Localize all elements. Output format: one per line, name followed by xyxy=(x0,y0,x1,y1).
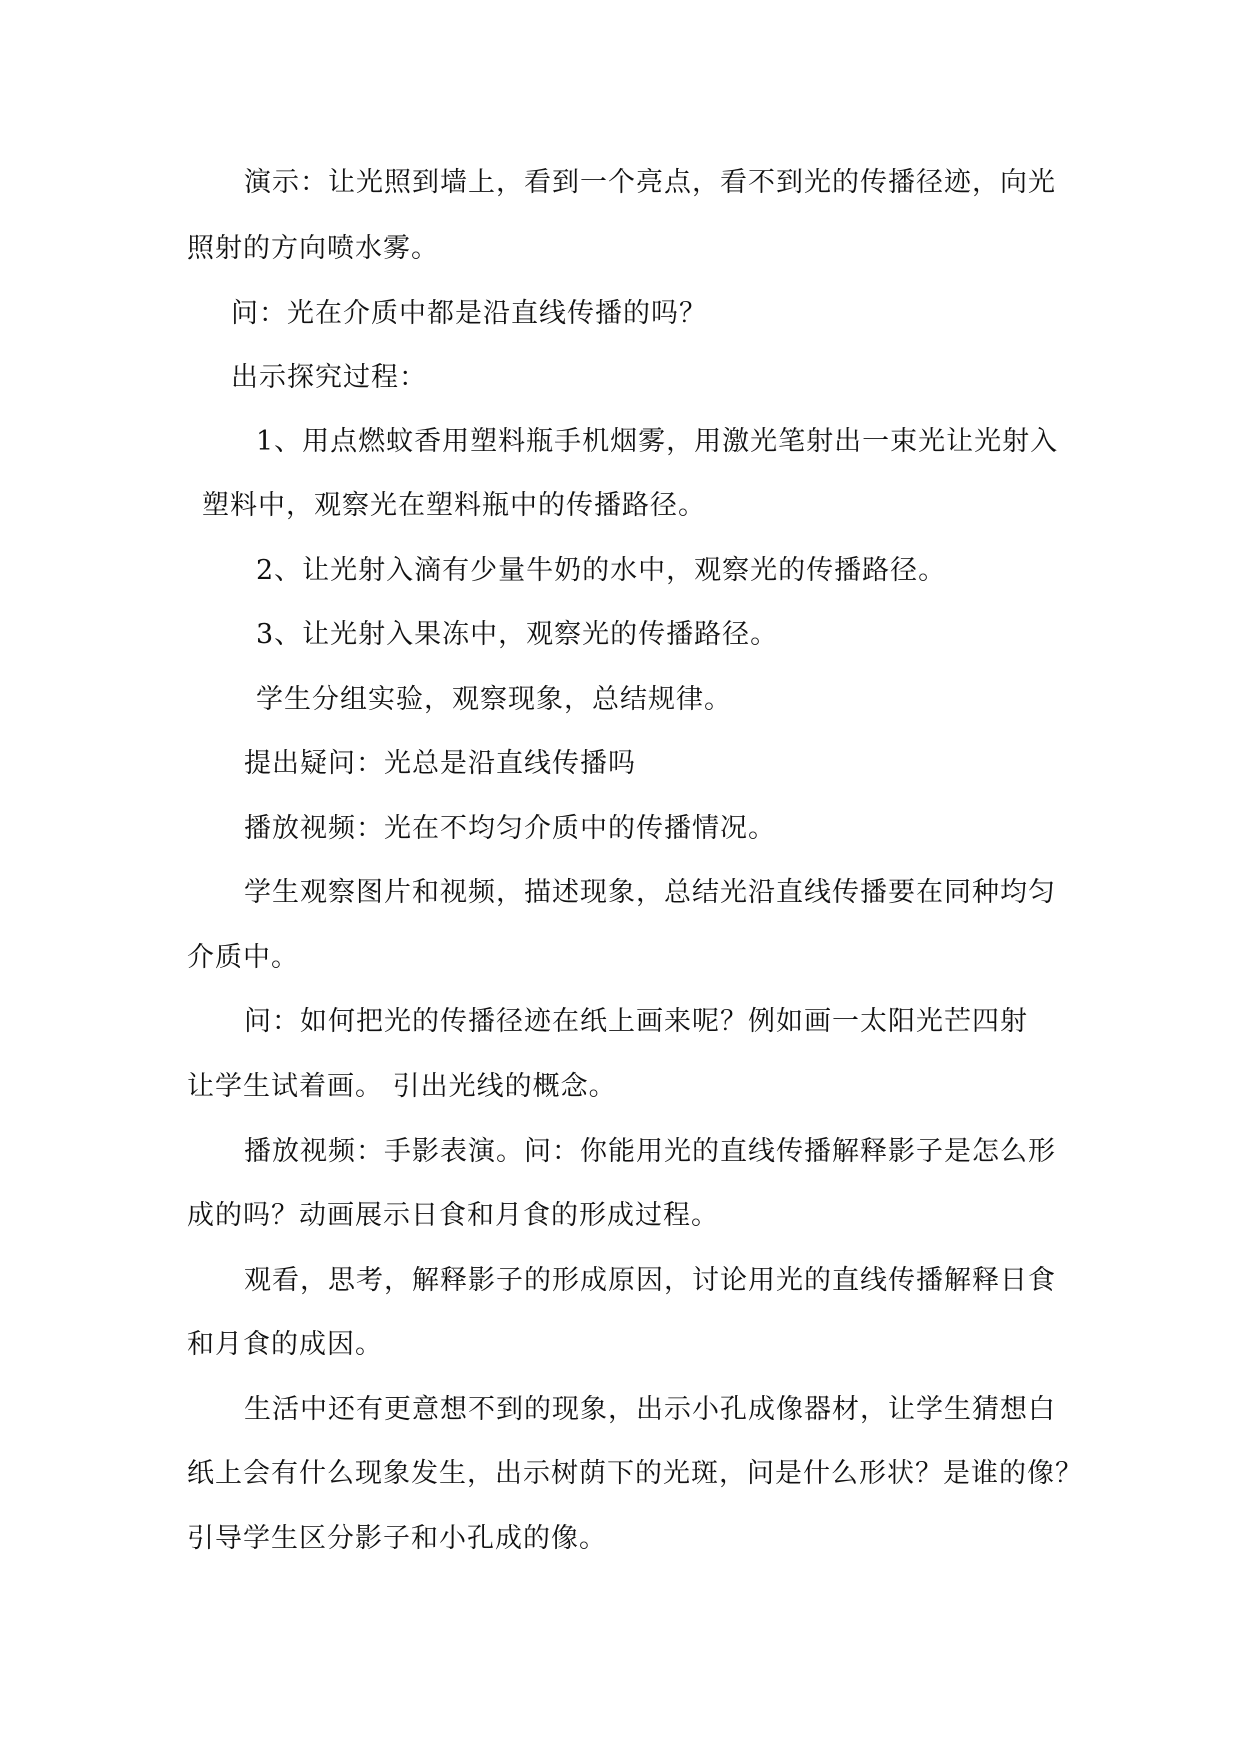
paragraph-line: 学生分组实验，观察现象，总结规律。 xyxy=(256,684,732,715)
paragraph-line: 播放视频：手影表演。问：你能用光的直线传播解释影子是怎么形 xyxy=(244,1136,1056,1167)
paragraph-line: 让学生试着画。 引出光线的概念。 xyxy=(187,1071,617,1102)
paragraph-line: 演示：让光照到墙上，看到一个亮点，看不到光的传播径迹，向光 xyxy=(244,167,1056,198)
paragraph-line: 成的吗？动画展示日食和月食的形成过程。 xyxy=(187,1200,719,1231)
paragraph-line: 纸上会有什么现象发生，出示树荫下的光斑，问是什么形状？是谁的像？ xyxy=(187,1458,1083,1489)
paragraph-line: 问：如何把光的传播径迹在纸上画来呢？例如画一太阳光芒四射 xyxy=(244,1006,1028,1037)
paragraph-line: 学生观察图片和视频，描述现象，总结光沿直线传播要在同种均匀 xyxy=(244,877,1056,908)
paragraph-line: 介质中。 xyxy=(187,942,299,973)
paragraph-line: 塑料中，观察光在塑料瓶中的传播路径。 xyxy=(202,490,706,521)
paragraph-line: 引导学生区分影子和小孔成的像。 xyxy=(187,1523,607,1554)
paragraph-line: 提出疑问：光总是沿直线传播吗 xyxy=(244,748,636,779)
paragraph-line: 观看，思考，解释影子的形成原因，讨论用光的直线传播解释日食 xyxy=(244,1265,1056,1296)
paragraph-line: 出示探究过程： xyxy=(231,362,427,393)
paragraph-line: 生活中还有更意想不到的现象，出示小孔成像器材，让学生猜想白 xyxy=(244,1394,1056,1425)
paragraph-line: 播放视频：光在不均匀介质中的传播情况。 xyxy=(244,813,776,844)
paragraph-line: 和月食的成因。 xyxy=(187,1329,383,1360)
paragraph-line: 问：光在介质中都是沿直线传播的吗？ xyxy=(231,298,707,329)
paragraph-line: 3、让光射入果冻中，观察光的传播路径。 xyxy=(256,619,779,650)
paragraph-line: 2、让光射入滴有少量牛奶的水中，观察光的传播路径。 xyxy=(256,555,947,586)
paragraph-line: 照射的方向喷水雾。 xyxy=(187,233,439,264)
paragraph-line: 1、用点燃蚊香用塑料瓶手机烟雾，用激光笔射出一束光让光射入 xyxy=(256,426,1059,457)
